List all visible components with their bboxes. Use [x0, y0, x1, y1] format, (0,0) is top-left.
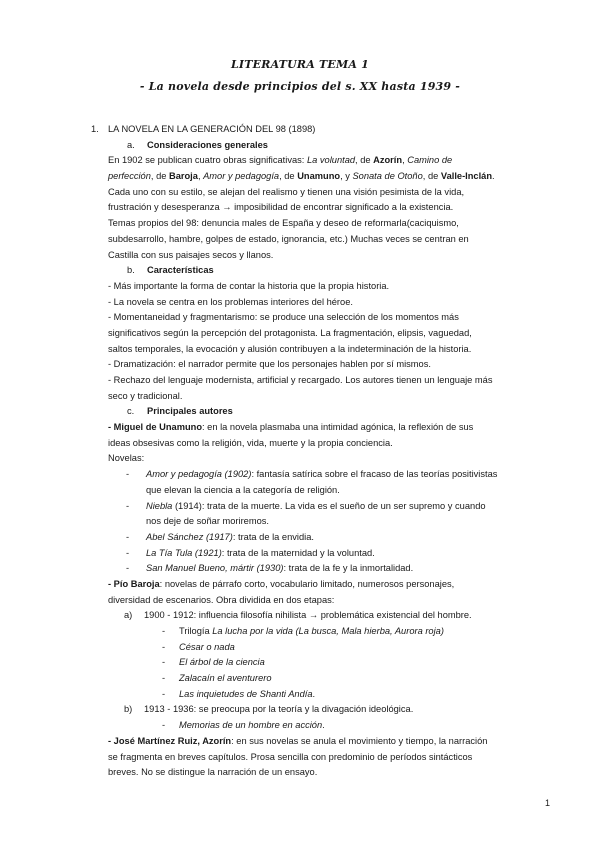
paragraph-line: se fragmenta en breves capítulos. Prosa sencilla con predominio de períodos sintácticos: [108, 751, 473, 762]
list-item-continuation: que elevan la ciencia a la categoría de religión.: [146, 484, 340, 495]
paragraph-line: - Más importante la forma de contar la historia que la propia historia.: [108, 280, 390, 291]
paragraph-line: subdesarrollo, hambre, golpes de estado, ignorancia, etc.) Muchas veces se centran en: [108, 233, 469, 244]
list-item: - San Manuel Bueno, mártir (1930): trata de la fe y la inmortalidad.: [126, 563, 414, 574]
work-item: - Trilogía La lucha por la vida (La busca, Mala hierba, Aurora roja): [162, 626, 444, 636]
list-item: - Amor y pedagogía (1902): fantasía satírica sobre el fracaso de las teorías positivistas: [126, 469, 498, 480]
stage-item: b) 1913 - 1936: se preocupa por la teoría y la divagación ideológica.: [124, 704, 414, 715]
work-item: - Memorias de un hombre en acción.: [162, 720, 325, 731]
list-item: - La Tía Tula (1921): trata de la maternidad y la voluntad.: [126, 547, 375, 558]
page-number: 1: [544, 798, 550, 808]
stage-item: a) 1900 - 1912: influencia filosofía nihilista → problemática existencial del hombre.: [124, 610, 472, 621]
work-item: - César o nada: [162, 641, 235, 652]
paragraph-line: - Momentaneidad y fragmentarismo: se produce una selección de los momentos más: [108, 312, 459, 323]
paragraph-line: seco y tradicional.: [108, 390, 183, 401]
paragraph-line: frustración y desesperanza → imposibilidad de encontrar significado a la existencia.: [108, 202, 454, 213]
paragraph-line: saltos temporales, la evocación y alusión contribuyen a la indeterminación de la historia.: [108, 343, 472, 354]
list-item: - Abel Sánchez (1917): trata de la envidia.: [126, 531, 314, 542]
document-subtitle: - La novela desde principios del s. XX hasta 1939 -: [139, 80, 461, 93]
paragraph-line: En 1902 se publican cuatro obras significativas: La voluntad, de Azorín, Camino de: [108, 155, 453, 166]
work-item: - Zalacaín el aventurero: [162, 673, 272, 684]
paragraph-line: diversidad de escenarios. Obra dividida en dos etapas:: [108, 594, 335, 605]
author-azorin: - José Martínez Ruiz, Azorín: en sus novelas se anula el movimiento y tiempo, la narración: [108, 735, 488, 746]
document-body: [91, 122, 528, 781]
work-item: - Las inquietudes de Shanti Andía.: [162, 688, 316, 699]
paragraph-line: perfección, de Baroja, Amor y pedagogía, de Unamuno, y Sonata de Otoño, de Valle-Inclán.: [108, 171, 495, 182]
paragraph-line: - Dramatización: el narrador permite que los personajes hablen por sí mismos.: [108, 359, 431, 370]
author-baroja: - Pío Baroja: novelas de párrafo corto, vocabulario limitado, numerosos personajes,: [108, 578, 455, 589]
list-item-continuation: nos deje de soñar moriremos.: [146, 516, 269, 527]
paragraph-line: - La novela se centra en los problemas interiores del héroe.: [108, 296, 353, 307]
paragraph-line: significativos según la percepción del protagonista. La fragmentación, elipsis, vaguedad,: [108, 327, 472, 338]
section-number: 1.: [91, 124, 99, 134]
paragraph-line: Temas propios del 98: denuncia males de España y deseo de reformarla(caciquismo,: [108, 218, 459, 229]
paragraph-line: Cada uno con su estilo, se alejan del realismo y tienen una visión pesimista de la vida,: [108, 186, 465, 197]
document-title: LITERATURA TEMA 1: [231, 58, 369, 71]
section-title: LA NOVELA EN LA GENERACIÓN DEL 98 (1898): [108, 124, 316, 134]
section-heading: [91, 122, 511, 138]
author-unamuno: - Miguel de Unamuno: en la novela plasmaba una intimidad agónica, la reflexión de sus: [108, 422, 474, 433]
paragraph-line: Castilla con sus paisajes secos y llanos.: [108, 249, 274, 260]
novelas-label: Novelas:: [108, 453, 145, 464]
subsection-heading-c: c. Principales autores: [127, 406, 233, 417]
list-item: - Niebla (1914): trata de la muerte. La vida es el sueño de un ser supremo y cuando: [126, 500, 486, 511]
paragraph-line: breves. No se distingue la narración de un ensayo.: [108, 767, 318, 778]
subsection-heading-a: a. Consideraciones generales: [127, 139, 268, 150]
work-item: - El árbol de la ciencia: [162, 657, 265, 668]
paragraph-line: ideas obsesivas como la religión, vida, muerte y la propia conciencia.: [108, 437, 393, 448]
paragraph-line: - Rechazo del lenguaje modernista, artificial y recargado. Los autores tienen un lenguaje más: [108, 375, 493, 385]
subsection-heading-b: b. Características: [127, 265, 214, 276]
